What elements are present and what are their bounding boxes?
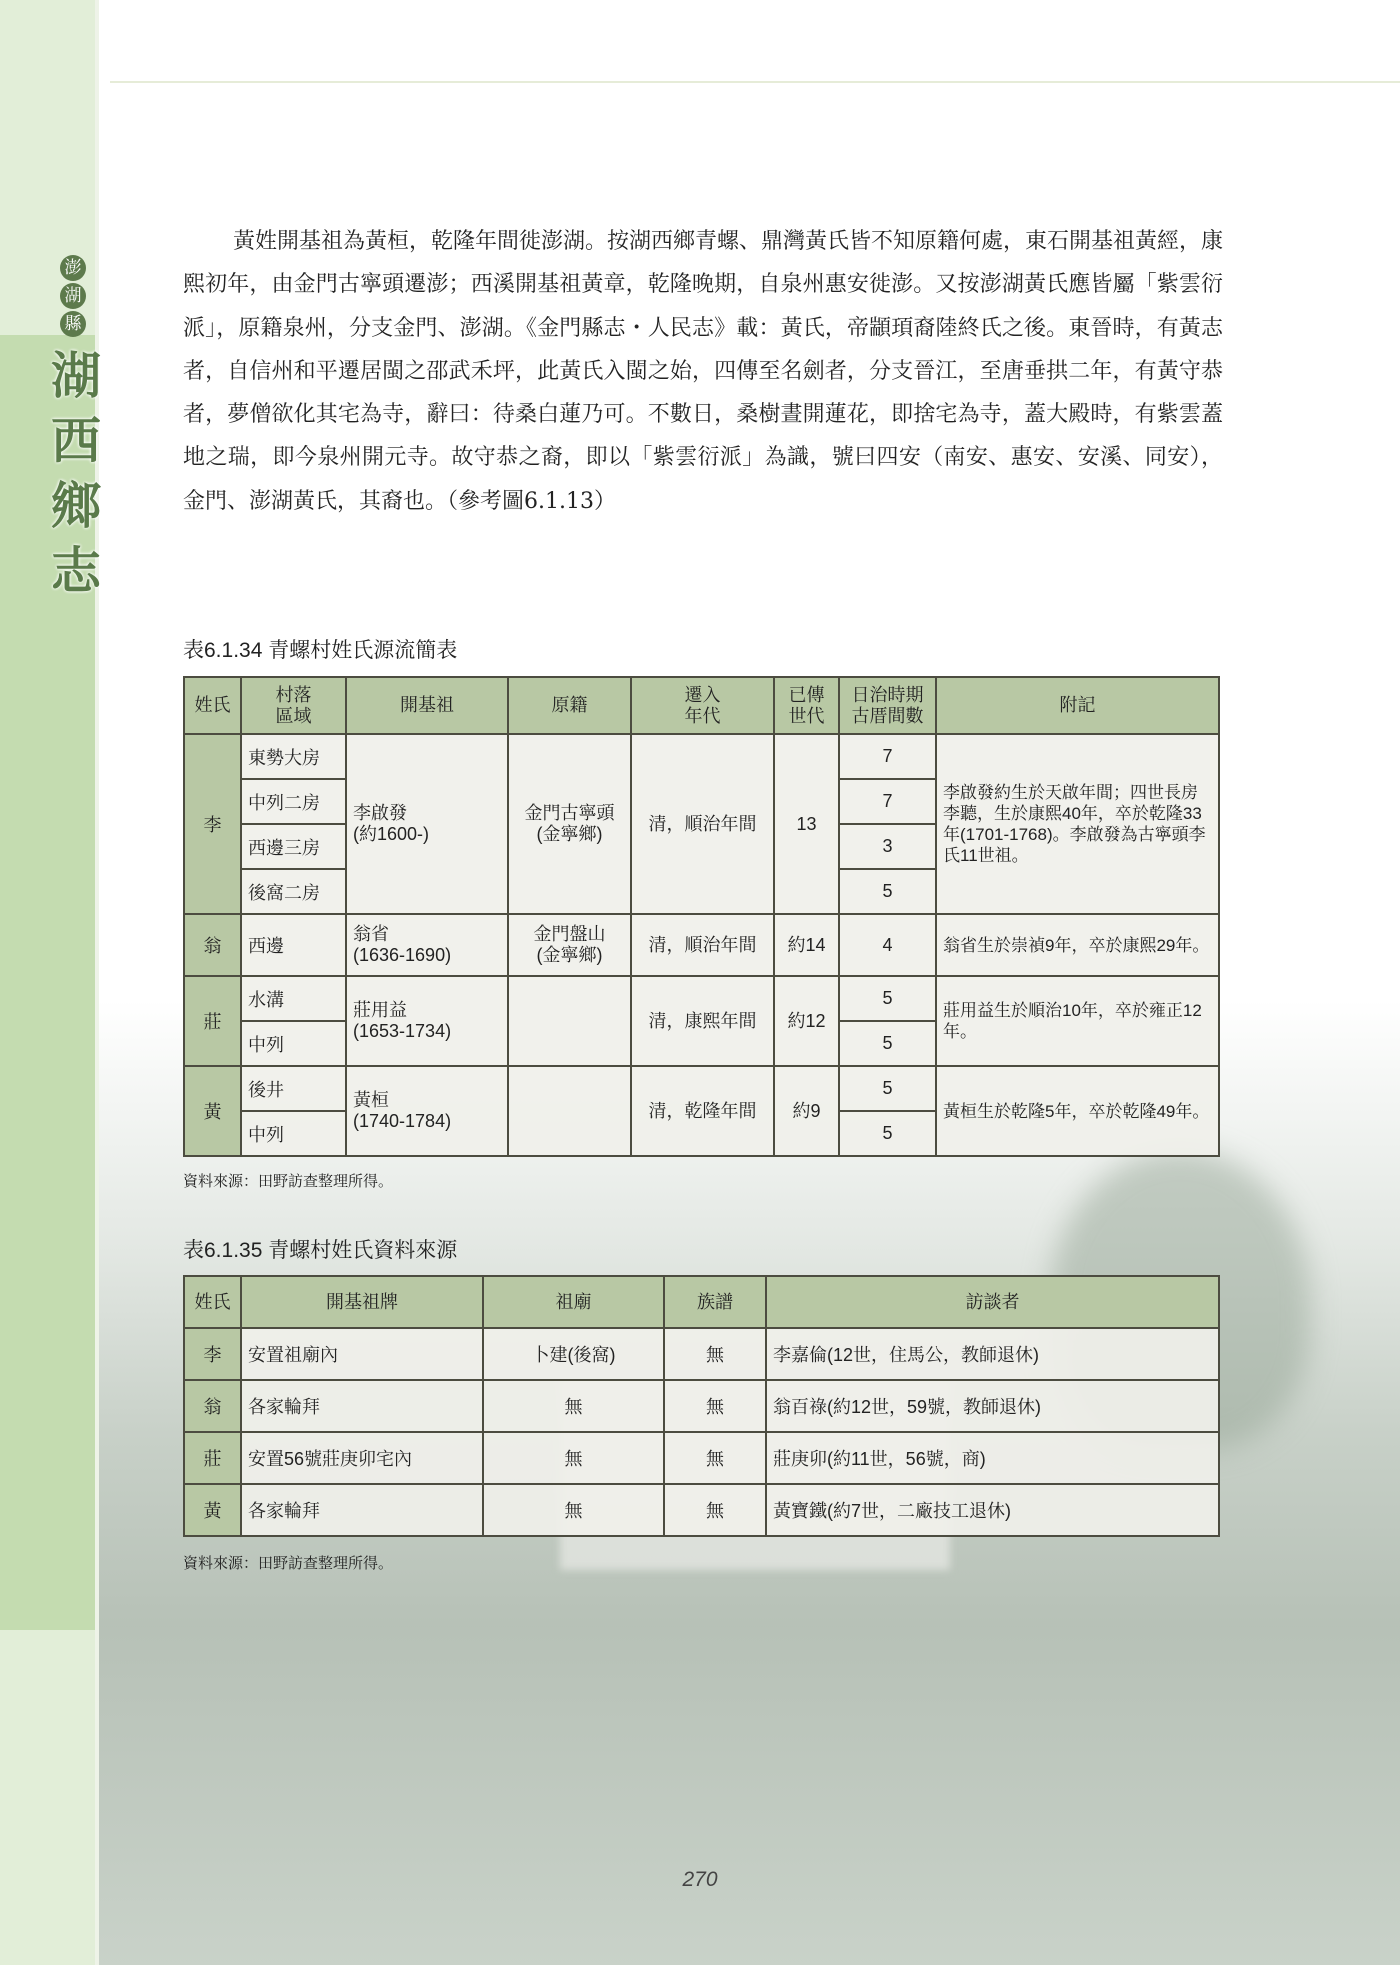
book-title-char: 志 <box>51 541 101 600</box>
table2-header: 開基祖牌 <box>241 1276 483 1328</box>
ancestral-temple-cell: 無 <box>483 1484 664 1536</box>
seal-char: 縣 <box>60 311 86 337</box>
house-count-cell: 5 <box>839 1021 936 1066</box>
interviewee-cell: 翁百祿(約12世，59號，教師退休) <box>766 1380 1219 1432</box>
ancestral-temple-cell: 無 <box>483 1432 664 1484</box>
interviewee-cell: 李嘉倫(12世，住馬公，教師退休) <box>766 1328 1219 1380</box>
table1-header: 日治時期 古厝間數 <box>839 677 936 734</box>
book-title-char: 鄉 <box>51 476 101 535</box>
genealogy-cell: 無 <box>664 1328 766 1380</box>
area-cell: 東勢大房 <box>241 734 346 779</box>
ancestor-tablet-cell: 安置祖廟內 <box>241 1328 483 1380</box>
table1-header: 附記 <box>936 677 1219 734</box>
area-cell: 水溝 <box>241 976 346 1021</box>
area-cell: 中列 <box>241 1021 346 1066</box>
surname-cell: 翁 <box>184 1380 241 1432</box>
table-row <box>184 734 1219 779</box>
founder-cell: 李啟發 (約1600-) <box>346 734 508 914</box>
table2-header: 訪談者 <box>766 1276 1219 1328</box>
ancestral-temple-cell: 無 <box>483 1380 664 1432</box>
table-row <box>184 976 1219 1021</box>
area-cell: 中列二房 <box>241 779 346 824</box>
interviewee-cell: 黃寶鐵(約7世，二廠技工退休) <box>766 1484 1219 1536</box>
surname-cell: 莊 <box>184 1432 241 1484</box>
page-number: 270 <box>682 1868 718 1891</box>
table1-header: 原籍 <box>508 677 631 734</box>
note-cell: 黃桓生於乾隆5年，卒於乾隆49年。 <box>936 1066 1219 1156</box>
generations-cell: 約14 <box>774 914 839 976</box>
ancestor-tablet-cell: 安置56號莊庚卯宅內 <box>241 1432 483 1484</box>
area-cell: 西邊三房 <box>241 824 346 869</box>
genealogy-cell: 無 <box>664 1380 766 1432</box>
table2-header: 族譜 <box>664 1276 766 1328</box>
header-rule <box>110 81 1400 83</box>
area-cell: 後窩二房 <box>241 869 346 914</box>
surname-cell: 翁 <box>184 914 241 976</box>
book-title-char: 西 <box>51 411 101 470</box>
note-cell: 李啟發約生於天啟年間；四世長房李聽，生於康熙40年，卒於乾隆33年(1701-1768)。李啟發為古寧頭李氏11世祖。 <box>936 734 1219 914</box>
genealogy-cell: 無 <box>664 1484 766 1536</box>
body-paragraph: 黃姓開基祖為黃桓，乾隆年間徙澎湖。按湖西鄉青螺、鼎灣黃氏皆不知原籍何處，東石開基祖黃經，康熙初年，由金門古寧頭遷澎；西溪開基祖黃章，乾隆晚期，自泉州惠安徙澎。又按澎湖黃氏應皆屬「紫雲衍派」，原籍泉州，分支金門、澎湖。《金門縣志・人民志》載：黃氏，帝顓頊裔陸終氏之後。東晉時，有黃志者，自信州和平遷居閩之邵武禾坪，此黃氏入閩之始，四傳至名劍者，分支晉江，至唐垂拱二年，有黃守恭者，夢僧欲化其宅為寺，辭曰：待桑白蓮乃可。不數日，桑樹晝開蓮花，即捨宅為寺，蓋大殿時，有紫雲蓋地之瑞，即今泉州開元寺。故守恭之裔，即以「紫雲衍派」為識，號曰四安（南安、惠安、安溪、同安），金門、澎湖黃氏，其裔也。（參考圖6.1.13） <box>183 229 1224 514</box>
table-row <box>184 914 1219 976</box>
house-count-cell: 5 <box>839 1066 936 1111</box>
surname-cell: 李 <box>184 1328 241 1380</box>
surname-cell: 黃 <box>184 1484 241 1536</box>
table1-header: 姓氏 <box>184 677 241 734</box>
house-count-cell: 5 <box>839 976 936 1021</box>
book-title-char: 湖 <box>51 346 101 405</box>
note-cell: 翁省生於崇禎9年，卒於康熙29年。 <box>936 914 1219 976</box>
table1-header: 已傳 世代 <box>774 677 839 734</box>
note-cell: 莊用益生於順治10年，卒於雍正12年。 <box>936 976 1219 1066</box>
sidebar-band <box>0 0 101 1965</box>
surname-origin-table <box>183 676 1220 1157</box>
origin-cell: 金門盤山 (金寧鄉) <box>508 914 631 976</box>
table1-header: 開基祖 <box>346 677 508 734</box>
area-cell: 後井 <box>241 1066 346 1111</box>
table1-header: 遷入 年代 <box>631 677 774 734</box>
origin-cell: 金門古寧頭 (金寧鄉) <box>508 734 631 914</box>
ancestor-tablet-cell: 各家輪拜 <box>241 1380 483 1432</box>
surname-source-table <box>183 1275 1220 1537</box>
table-row <box>184 1484 1219 1536</box>
table-row <box>184 1066 1219 1111</box>
generations-cell: 約12 <box>774 976 839 1066</box>
house-count-cell: 7 <box>839 779 936 824</box>
table1-source: 資料來源：田野訪查整理所得。 <box>183 1173 394 1190</box>
house-count-cell: 5 <box>839 1111 936 1156</box>
surname-cell: 莊 <box>184 976 241 1066</box>
area-cell: 中列 <box>241 1111 346 1156</box>
table2-header: 姓氏 <box>184 1276 241 1328</box>
origin-cell <box>508 976 631 1066</box>
era-cell: 清，康熙年間 <box>631 976 774 1066</box>
surname-cell: 李 <box>184 734 241 914</box>
table-row <box>184 1328 1219 1380</box>
house-count-cell: 4 <box>839 914 936 976</box>
table2-header: 祖廟 <box>483 1276 664 1328</box>
area-cell: 西邊 <box>241 914 346 976</box>
table2-source: 資料來源：田野訪查整理所得。 <box>183 1555 394 1572</box>
founder-cell: 黃桓 (1740-1784) <box>346 1066 508 1156</box>
era-cell: 清，乾隆年間 <box>631 1066 774 1156</box>
table-row <box>184 1380 1219 1432</box>
ancestral-temple-cell: 卜建(後窩) <box>483 1328 664 1380</box>
ancestor-tablet-cell: 各家輪拜 <box>241 1484 483 1536</box>
generations-cell: 約9 <box>774 1066 839 1156</box>
house-count-cell: 7 <box>839 734 936 779</box>
origin-cell <box>508 1066 631 1156</box>
genealogy-cell: 無 <box>664 1432 766 1484</box>
house-count-cell: 5 <box>839 869 936 914</box>
surname-cell: 黃 <box>184 1066 241 1156</box>
house-count-cell: 3 <box>839 824 936 869</box>
generations-cell: 13 <box>774 734 839 914</box>
era-cell: 清，順治年間 <box>631 914 774 976</box>
table1-caption: 表6.1.34 青螺村姓氏源流簡表 <box>183 639 458 662</box>
table-row <box>184 1432 1219 1484</box>
table2-caption: 表6.1.35 青螺村姓氏資料來源 <box>183 1239 458 1262</box>
interviewee-cell: 莊庚卯(約11世，56號，商) <box>766 1432 1219 1484</box>
founder-cell: 翁省 (1636-1690) <box>346 914 508 976</box>
era-cell: 清，順治年間 <box>631 734 774 914</box>
seal-char: 湖 <box>60 283 86 309</box>
founder-cell: 莊用益 (1653-1734) <box>346 976 508 1066</box>
table1-header: 村落 區域 <box>241 677 346 734</box>
seal-char: 澎 <box>60 255 86 281</box>
